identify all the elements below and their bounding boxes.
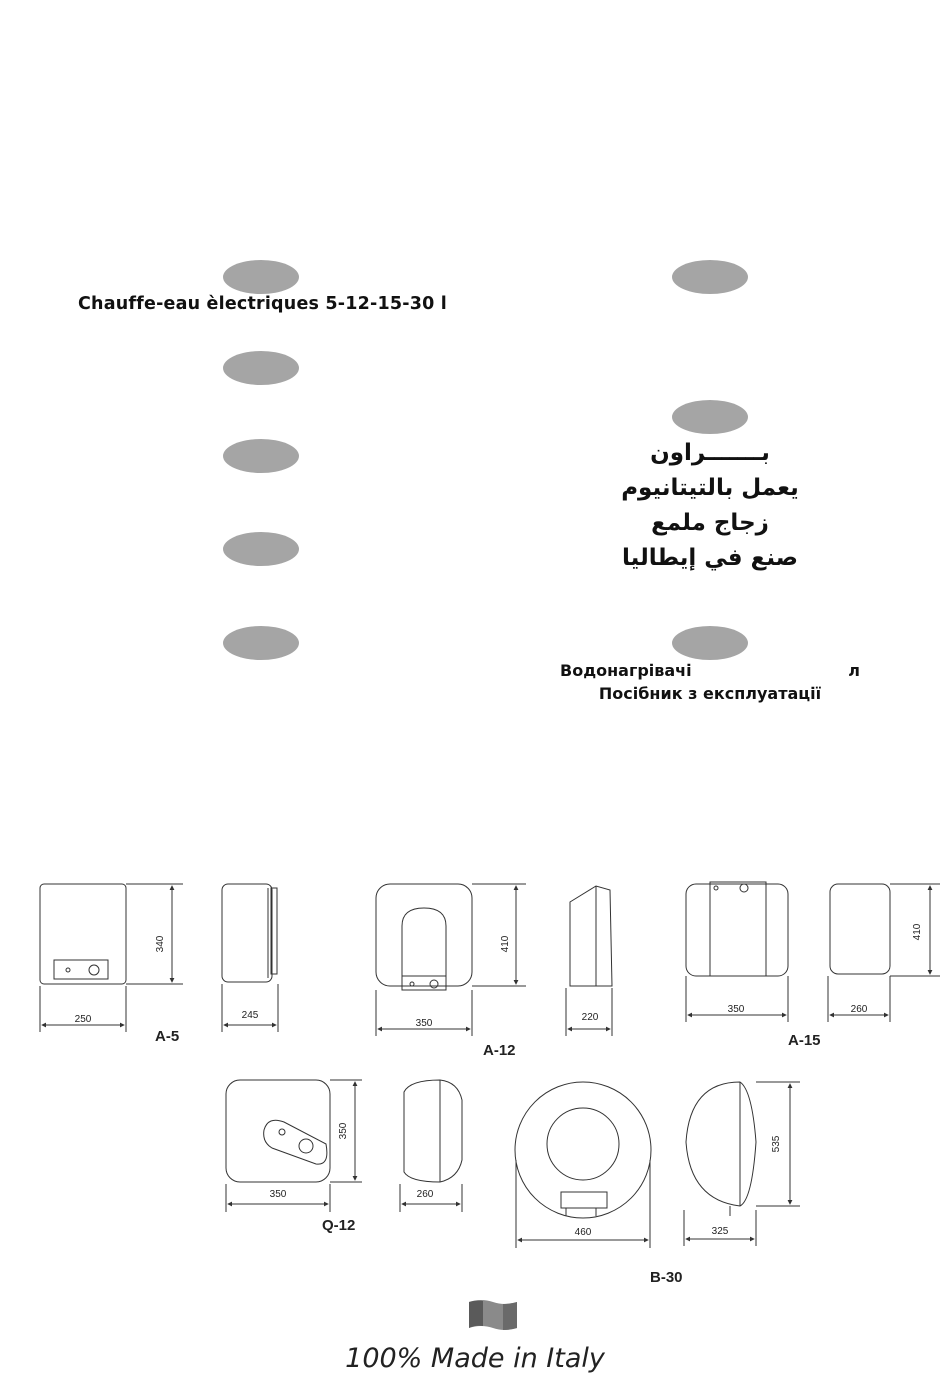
- dimension-drawings: [0, 860, 950, 1290]
- language-badge-4: [223, 532, 299, 566]
- a15-front-view: [686, 882, 788, 1022]
- a15-height-label: 410: [912, 923, 923, 941]
- a5-front-view: [40, 884, 183, 1032]
- arabic-line-glass: زجاج ملمع: [651, 510, 769, 536]
- q12-model-label: Q-12: [322, 1217, 356, 1234]
- a5-depth-label: 245: [241, 1010, 259, 1021]
- ukrainian-title-end: л: [848, 661, 860, 680]
- a5-model-label: A-5: [155, 1028, 180, 1045]
- q12-front-view: [226, 1080, 362, 1212]
- b30-width-label: 460: [574, 1227, 592, 1238]
- italy-flag-icon: [467, 1298, 519, 1332]
- language-badge-8: [672, 626, 748, 660]
- title-french: Chauffe-eau èlectriques 5-12-15-30 l: [78, 294, 447, 314]
- q12-height-label: 350: [338, 1122, 349, 1140]
- ukrainian-title-start: Водонагрівачі: [560, 661, 692, 680]
- a12-width-label: 350: [415, 1018, 433, 1029]
- subtitle-ukrainian: Посібник з експлуатації: [598, 684, 822, 703]
- b30-side-view: [684, 1082, 800, 1246]
- language-badge-5: [223, 626, 299, 660]
- a12-front-view: [376, 884, 526, 1036]
- a12-model-label: A-12: [483, 1042, 516, 1059]
- b30-front-view: [515, 1082, 651, 1248]
- q12-depth-label: 260: [416, 1189, 434, 1200]
- a15-width-label: 350: [727, 1004, 745, 1015]
- title-ukrainian: [560, 661, 860, 680]
- q12-width-label: 350: [269, 1189, 287, 1200]
- arabic-title-block: [560, 436, 860, 576]
- a12-height-label: 410: [500, 935, 511, 953]
- arabic-line-titanium: يعمل بالتيتانيوم: [621, 475, 799, 501]
- b30-height-label: 535: [771, 1135, 782, 1153]
- language-badge-7: [672, 400, 748, 434]
- arabic-line-italy: صنع في إيطاليا: [622, 545, 798, 571]
- language-badge-3: [223, 439, 299, 473]
- a5-height-label: 340: [155, 935, 166, 953]
- language-badge-2: [223, 351, 299, 385]
- a15-model-label: A-15: [788, 1032, 821, 1049]
- a12-depth-label: 220: [581, 1012, 599, 1023]
- a5-width-label: 250: [74, 1014, 92, 1025]
- made-in-italy-footer: 100% Made in Italy: [345, 1343, 605, 1374]
- language-badge-6: [672, 260, 748, 294]
- language-badge-1: [223, 260, 299, 294]
- b30-model-label: B-30: [650, 1269, 683, 1286]
- a15-side-view: [828, 884, 940, 1022]
- b30-depth-label: 325: [711, 1226, 729, 1237]
- a15-depth-label: 260: [850, 1004, 868, 1015]
- arabic-line-brand: بـــــــراون: [650, 440, 770, 466]
